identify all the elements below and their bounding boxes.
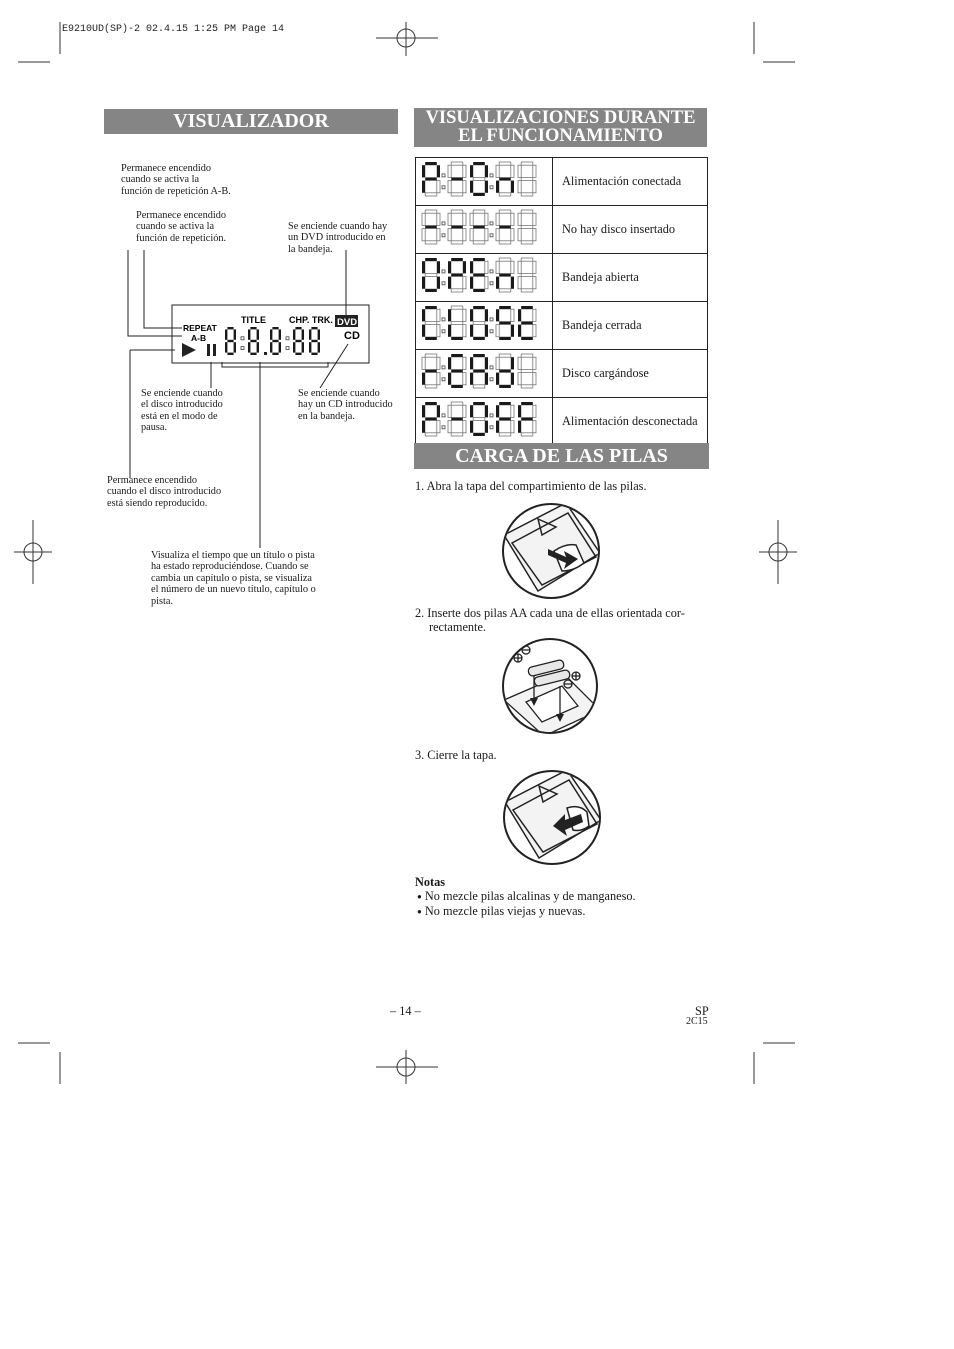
model-code: 2C15	[686, 1016, 708, 1027]
step-2: 2. Inserte dos pilas AA cada una de ellas orientada cor- rectamente.	[415, 606, 685, 634]
operation-label: Disco cargándose	[553, 350, 708, 398]
segment-display	[416, 254, 553, 302]
segment-display	[416, 350, 553, 398]
seven-segment-digit	[422, 162, 440, 196]
seven-segment-digit	[448, 354, 466, 388]
operation-row	[416, 158, 708, 206]
annotation-cd: Se enciende cuando hay un CD introducido en la bandeja.	[298, 388, 393, 422]
segment-display	[416, 158, 553, 206]
operation-label: Bandeja abierta	[553, 254, 708, 302]
seven-segment-digit	[248, 327, 259, 355]
segment-readout	[417, 254, 551, 296]
seven-segment-digit	[448, 306, 466, 340]
seven-segment-digit	[496, 354, 514, 388]
seven-segment-digit	[470, 162, 488, 196]
seven-segment-digit	[448, 258, 466, 292]
seven-segment-digit	[293, 327, 304, 355]
seven-segment-digit	[470, 354, 488, 388]
seven-segment-digit	[270, 327, 281, 355]
operation-row	[416, 302, 708, 350]
seven-segment-digit	[518, 306, 536, 340]
annotation-repeat: Permanece encendido cuando se activa la función de repetición.	[136, 210, 227, 244]
remote-open-cover-illustration	[502, 503, 600, 599]
seven-segment-digit	[470, 306, 488, 340]
seven-segment-digit	[470, 210, 488, 244]
step-1: 1. Abra la tapa del compartimiento de las pilas.	[415, 479, 647, 493]
segment-readout	[417, 350, 551, 392]
seven-segment-digit	[448, 402, 466, 436]
operation-label: Alimentación conectada	[553, 158, 708, 206]
pause-icon	[207, 344, 210, 356]
annotation-pause: Se enciende cuando el disco introducido está en el modo de pausa.	[141, 388, 223, 434]
repeat-indicator: REPEAT	[183, 323, 217, 333]
notes-list	[417, 889, 636, 919]
pilas-title: CARGA DE LAS PILAS	[414, 443, 709, 469]
title-indicator: TITLE	[241, 315, 266, 325]
time-digits	[225, 327, 320, 355]
seven-segment-digit	[496, 306, 514, 340]
seven-segment-digit	[225, 327, 236, 355]
operation-row	[416, 398, 708, 446]
page-number: – 14 –	[390, 1004, 421, 1018]
seven-segment-digit	[422, 258, 440, 292]
seven-segment-digit	[448, 162, 466, 196]
annotation-ab-repeat: Permanece encendido cuando se activa la función de repetición A-B.	[121, 163, 231, 197]
note-item: ● No mezcle pilas viejas y nuevas.	[417, 904, 586, 918]
seven-segment-digit	[422, 354, 440, 388]
note-item: ● No mezcle pilas alcalinas y de manganeso.	[417, 889, 636, 903]
seven-segment-digit	[518, 162, 536, 196]
segment-readout	[417, 206, 551, 248]
segment-readout	[417, 398, 551, 440]
seven-segment-digit	[496, 162, 514, 196]
segment-display	[416, 398, 553, 446]
visualizador-title: VISUALIZADOR	[104, 109, 398, 134]
seven-segment-digit	[309, 327, 320, 355]
operation-label: Alimentación desconectada	[553, 398, 708, 446]
operation-row	[416, 254, 708, 302]
step-3: 3. Cierre la tapa.	[415, 748, 497, 762]
seven-segment-digit	[518, 210, 536, 244]
language-code: SP	[695, 1004, 709, 1018]
notes-title: Notas	[415, 875, 446, 889]
seven-segment-digit	[422, 210, 440, 244]
annotation-dvd: Se enciende cuando hay un DVD introducido en la bandeja.	[288, 221, 388, 255]
remote-close-cover-illustration	[503, 770, 601, 865]
annotation-time: Visualiza el tiempo que un título o pista ha estado reproduciéndose. Cuando se cambia un capítulo o pista, se visualiza el número de un nuevo título, capítulo o pista.	[151, 550, 316, 607]
seven-segment-digit	[422, 402, 440, 436]
operation-label: Bandeja cerrada	[553, 302, 708, 350]
segment-readout	[417, 302, 551, 344]
seven-segment-digit	[422, 306, 440, 340]
remote-insert-batteries-illustration	[502, 638, 598, 734]
seven-segment-digit	[470, 402, 488, 436]
operation-row	[416, 206, 708, 254]
operation-display-table	[415, 157, 708, 446]
operation-title: VISUALIZACIONES DURANTE EL FUNCIONAMIENTO	[414, 108, 707, 147]
operation-label: No hay disco insertado	[553, 206, 708, 254]
annotation-play: Permanece encendido cuando el disco introducido está siendo reproducido.	[107, 475, 222, 509]
seven-segment-digit	[496, 258, 514, 292]
seven-segment-digit	[518, 354, 536, 388]
segment-display	[416, 302, 553, 350]
seven-segment-digit	[470, 258, 488, 292]
chp-trk-indicator: CHP. TRK.	[289, 315, 333, 325]
segment-readout	[417, 158, 551, 200]
seven-segment-digit	[518, 258, 536, 292]
seven-segment-digit	[496, 210, 514, 244]
operation-row	[416, 350, 708, 398]
seven-segment-digit	[518, 402, 536, 436]
print-header: E9210UD(SP)-2 02.4.15 1:25 PM Page 14	[62, 24, 285, 35]
play-icon	[182, 343, 196, 357]
ab-indicator: A-B	[191, 333, 207, 343]
dvd-indicator: DVD	[337, 317, 358, 328]
seven-segment-digit	[496, 402, 514, 436]
cd-indicator: CD	[344, 330, 360, 342]
seven-segment-digit	[448, 210, 466, 244]
segment-display	[416, 206, 553, 254]
